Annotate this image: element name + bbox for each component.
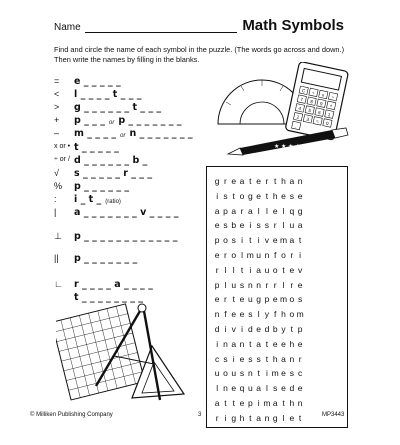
grid-letter[interactable]: e: [297, 190, 303, 201]
grid-letter[interactable]: e: [281, 368, 286, 379]
grid-letter[interactable]: t: [232, 190, 235, 201]
grid-letter[interactable]: i: [224, 324, 227, 334]
grid-letter[interactable]: t: [274, 176, 277, 186]
or-word: or: [120, 133, 126, 139]
grid-letter[interactable]: e: [289, 264, 295, 275]
calculator-key-label: =: [315, 118, 320, 125]
grid-letter[interactable]: t: [298, 412, 302, 423]
grid-letter[interactable]: s: [289, 190, 294, 201]
grid-letter[interactable]: m: [296, 309, 304, 320]
grid-letter[interactable]: e: [297, 383, 303, 394]
grid-letter[interactable]: u: [247, 383, 253, 394]
grid-row: [213, 353, 304, 365]
grid-letter[interactable]: a: [247, 205, 253, 216]
symbol: ⊥: [54, 231, 62, 241]
row-divide: [54, 152, 147, 166]
grid-letter[interactable]: r: [265, 279, 269, 290]
grid-letter[interactable]: s: [239, 368, 245, 379]
grid-letter[interactable]: s: [256, 353, 261, 364]
grid-letter[interactable]: e: [239, 309, 245, 320]
answer-blank-alt: t _ _ _ _ _ _ _ _: [74, 292, 144, 303]
answer-blank: p _ _ _ _ _ _ _ _ _ _ _ _: [74, 231, 178, 242]
grid-letter[interactable]: n: [297, 176, 303, 186]
graph-paper: [56, 304, 145, 400]
grid-letter[interactable]: n: [264, 250, 270, 260]
calculator-key-label: 6: [317, 109, 322, 116]
grid-letter[interactable]: r: [224, 176, 227, 186]
grid-letter[interactable]: l: [282, 205, 285, 216]
grid-row: [213, 412, 304, 424]
grid-row: [213, 249, 304, 261]
answer-blank: t _ _ _ _ _: [74, 142, 119, 153]
grid-row: [213, 367, 304, 379]
name-label: Name: [54, 22, 81, 33]
grid-letter[interactable]: d: [214, 324, 220, 334]
grid-letter[interactable]: u: [247, 294, 253, 305]
grid-letter[interactable]: l: [265, 383, 268, 394]
grid-letter[interactable]: l: [282, 220, 285, 231]
grid-letter[interactable]: a: [297, 220, 303, 231]
grid-letter[interactable]: o: [289, 309, 295, 320]
copyright: © Milliken Publishing Company: [30, 412, 113, 418]
grid-letter[interactable]: e: [239, 294, 245, 305]
grid-letter[interactable]: m: [263, 398, 271, 408]
grid-letter[interactable]: e: [214, 220, 220, 231]
grid-row: [213, 190, 304, 202]
grid-letter[interactable]: i: [299, 250, 302, 260]
grid-letter[interactable]: e: [239, 398, 245, 408]
grid-letter[interactable]: e: [239, 353, 245, 364]
grid-letter[interactable]: g: [247, 190, 253, 201]
grid-letter[interactable]: h: [289, 338, 295, 349]
grid-letter[interactable]: r: [215, 264, 219, 275]
grid-letter[interactable]: t: [232, 294, 235, 305]
row-square-root: [54, 165, 152, 179]
grid-letter[interactable]: r: [265, 176, 269, 186]
grid-letter[interactable]: p: [214, 279, 220, 290]
grid-letter[interactable]: t: [265, 190, 269, 201]
grid-letter[interactable]: s: [223, 353, 228, 364]
grid-letter[interactable]: n: [239, 338, 245, 349]
symbol: ∟: [54, 279, 63, 289]
grid-letter[interactable]: n: [264, 412, 270, 423]
row-plus: [54, 112, 182, 126]
grid-letter[interactable]: h: [272, 190, 278, 201]
grid-row: [213, 205, 304, 217]
grid-letter[interactable]: r: [224, 294, 227, 305]
instructions: Find and circle the name of each symbol in the puzzle. (The words go across and down.) Then write the names by filling in the blanks.: [54, 45, 345, 64]
symbol: ÷ or /: [54, 156, 70, 163]
grid-letter[interactable]: y: [264, 309, 270, 320]
grid-letter[interactable]: e: [272, 338, 278, 349]
grid-letter[interactable]: e: [272, 294, 278, 305]
grid-letter[interactable]: h: [272, 353, 278, 364]
grid-row: [213, 175, 304, 187]
answer-blank: s _ _ _ _ _ r _ _ _: [74, 168, 153, 179]
calculator-key-label: 8: [309, 98, 314, 105]
grid-letter[interactable]: n: [223, 338, 228, 349]
grid-row: [213, 293, 304, 305]
grid-letter[interactable]: t: [249, 176, 252, 186]
grid-letter[interactable]: u: [289, 220, 295, 231]
calculator-key-label: C: [301, 88, 306, 94]
grid-letter[interactable]: h: [239, 412, 245, 423]
symbol: |: [54, 207, 57, 217]
grid-letter[interactable]: e: [281, 190, 286, 201]
grid-letter[interactable]: i: [216, 190, 219, 201]
grid-letter[interactable]: d: [264, 324, 270, 334]
grid-letter[interactable]: o: [239, 190, 245, 201]
grid-letter[interactable]: i: [249, 220, 252, 231]
grid-letter[interactable]: l: [216, 383, 219, 394]
grid-letter[interactable]: e: [214, 250, 220, 260]
calculator-key-label: 1: [327, 111, 331, 118]
row-times: [54, 139, 119, 153]
grid-letter[interactable]: e: [297, 279, 303, 290]
symbol: √: [54, 168, 59, 178]
grid-letter[interactable]: e: [231, 176, 237, 186]
grid-letter[interactable]: n: [256, 279, 261, 290]
grid-letter[interactable]: d: [289, 383, 295, 394]
grid-letter[interactable]: e: [272, 235, 278, 246]
grid-letter[interactable]: h: [281, 309, 286, 320]
grid-letter[interactable]: l: [265, 205, 268, 216]
grid-letter[interactable]: r: [224, 250, 227, 260]
grid-letter[interactable]: i: [232, 353, 235, 364]
grid-letter[interactable]: s: [273, 383, 278, 394]
grid-letter[interactable]: n: [297, 398, 303, 408]
answer-blank: d _ _ _ _ _ _ b _: [74, 155, 148, 166]
answer-blank: p _ _ _: [74, 115, 105, 126]
calculator-key-label: .: [294, 123, 298, 129]
grid-letter[interactable]: e: [256, 176, 261, 186]
grid-letter[interactable]: r: [290, 279, 294, 290]
grid-row: [213, 279, 304, 291]
or-word: or: [108, 120, 115, 126]
row-ratio: [54, 191, 121, 205]
grid-letter[interactable]: e: [289, 412, 295, 423]
grid-letter[interactable]: d: [247, 324, 253, 334]
row-equals: [54, 73, 121, 87]
grid-letter[interactable]: n: [289, 353, 295, 364]
answer-blank: l _ _ _ _ t _ _ _: [74, 89, 142, 100]
answer-blank: i _ t _: [74, 194, 102, 205]
grid-letter[interactable]: t: [224, 398, 227, 408]
grid-letter[interactable]: p: [297, 324, 303, 334]
grid-letter[interactable]: a: [256, 264, 261, 275]
grid-letter[interactable]: e: [281, 383, 286, 394]
svg-text:★ ★ ★ ★: ★ ★ ★ ★: [274, 144, 301, 150]
grid-letter[interactable]: i: [216, 338, 219, 349]
calculator-key-label: −: [331, 94, 335, 100]
grid-letter[interactable]: g: [272, 412, 278, 423]
grid-letter[interactable]: u: [256, 250, 261, 260]
name-field: [54, 22, 237, 33]
word-search-grid: [206, 166, 348, 428]
answer-blank: p _ _ _ _ _ _: [74, 181, 130, 192]
answer-blank-alt: n _ _ _ _ _ _ _: [129, 128, 193, 139]
grid-letter[interactable]: r: [215, 412, 219, 423]
symbol: –: [54, 128, 60, 138]
grid-letter[interactable]: l: [224, 264, 227, 275]
grid-letter[interactable]: u: [264, 264, 270, 275]
grid-letter[interactable]: t: [249, 412, 252, 423]
grid-letter[interactable]: a: [272, 398, 278, 408]
symbol: ||: [54, 253, 59, 263]
grid-letter[interactable]: o: [223, 368, 228, 379]
grid-letter[interactable]: p: [223, 205, 228, 216]
symbol: +: [54, 115, 60, 125]
grid-letter[interactable]: f: [224, 309, 227, 320]
grid-letter[interactable]: n: [223, 383, 228, 394]
ratio-note: (ratio): [105, 199, 121, 205]
grid-letter[interactable]: i: [257, 235, 260, 246]
grid-letter[interactable]: l: [257, 309, 260, 320]
calculator-protractor-pencil-illustration: [214, 62, 354, 162]
grid-letter[interactable]: e: [231, 309, 237, 320]
answer-blank: g _ _ _ _ _ _ t _ _ _: [74, 102, 162, 113]
grid-letter[interactable]: i: [224, 412, 227, 423]
grid-letter[interactable]: l: [224, 279, 227, 290]
grid-letter[interactable]: g: [214, 176, 220, 186]
grid-letter[interactable]: e: [281, 338, 286, 349]
grid-letter[interactable]: y: [281, 324, 286, 334]
grid-letter[interactable]: s: [223, 190, 228, 201]
grid-letter[interactable]: m: [271, 368, 279, 379]
grid-letter[interactable]: t: [265, 338, 269, 349]
grid-row: [213, 234, 304, 246]
calculator-key-label: 4: [298, 105, 302, 112]
grid-letter[interactable]: f: [274, 309, 277, 320]
grid-letter[interactable]: s: [223, 220, 228, 231]
grid-letter[interactable]: b: [272, 324, 278, 334]
grid-letter[interactable]: p: [247, 398, 253, 408]
grid-letter[interactable]: o: [231, 250, 237, 260]
grid-letter[interactable]: l: [232, 264, 235, 275]
calculator-key-label: +: [329, 103, 333, 109]
grid-letter[interactable]: l: [282, 412, 285, 423]
grid-letter[interactable]: b: [231, 220, 237, 231]
page-title: Math Symbols: [242, 17, 344, 34]
grid-letter[interactable]: m: [246, 250, 254, 260]
grid-letter[interactable]: g: [297, 205, 303, 216]
grid-letter[interactable]: t: [298, 235, 302, 246]
grid-letter[interactable]: u: [214, 368, 220, 379]
grid-letter[interactable]: m: [279, 294, 288, 305]
grid-letter[interactable]: r: [298, 353, 302, 364]
grid-letter[interactable]: e: [297, 338, 303, 349]
grid-letter[interactable]: o: [223, 235, 228, 246]
grid-letter[interactable]: a: [289, 235, 295, 246]
grid-letter[interactable]: g: [256, 294, 261, 305]
row-right-angle: [54, 276, 153, 290]
answer-blank: p _ _ _ _ _ _ _: [74, 253, 138, 264]
grid-letter[interactable]: t: [232, 398, 235, 408]
grid-letter[interactable]: s: [256, 220, 261, 231]
product-code: MP3443: [322, 412, 345, 418]
grid-letter[interactable]: e: [231, 383, 237, 394]
calculator-key-label: x: [321, 92, 325, 98]
grid-letter[interactable]: t: [282, 264, 285, 275]
grid-letter[interactable]: s: [231, 235, 236, 246]
grid-letter[interactable]: a: [281, 353, 286, 364]
grid-letter[interactable]: s: [264, 220, 270, 231]
calculator-key-label: ÷: [311, 90, 316, 96]
grid-letter[interactable]: e: [256, 190, 261, 201]
grid-letter[interactable]: c: [215, 353, 220, 364]
grid-letter[interactable]: i: [241, 235, 243, 246]
symbol: %: [54, 181, 63, 191]
grid-letter[interactable]: v: [297, 264, 303, 275]
grid-letter[interactable]: l: [282, 279, 285, 290]
grid-letter[interactable]: t: [249, 235, 252, 246]
grid-letter[interactable]: e: [256, 324, 261, 334]
grid-letter[interactable]: e: [272, 205, 278, 216]
grid-letter[interactable]: o: [281, 250, 286, 260]
grid-letter[interactable]: t: [265, 353, 269, 364]
grid-letter[interactable]: n: [214, 309, 220, 320]
grid-letter[interactable]: t: [240, 264, 244, 275]
grid-letter[interactable]: g: [231, 412, 237, 423]
grid-letter[interactable]: n: [247, 368, 253, 379]
grid-letter[interactable]: i: [257, 398, 260, 408]
grid-letter[interactable]: i: [241, 324, 243, 334]
grid-letter[interactable]: a: [256, 338, 261, 349]
calculator-key-label: 0: [325, 120, 330, 127]
grid-letter[interactable]: r: [273, 220, 277, 231]
grid-letter[interactable]: q: [239, 383, 245, 394]
grid-letter[interactable]: s: [297, 294, 303, 305]
grid-letter[interactable]: r: [290, 250, 294, 260]
grid-letter[interactable]: q: [289, 205, 295, 216]
grid-letter[interactable]: t: [249, 338, 252, 349]
grid-letter[interactable]: s: [239, 279, 245, 290]
answer-blank: r _ _ _ _ a _ _ _ _: [74, 279, 153, 290]
grid-letter[interactable]: h: [289, 398, 295, 408]
grid-letter[interactable]: h: [281, 176, 286, 186]
grid-letter[interactable]: t: [257, 368, 260, 379]
grid-letter[interactable]: n: [247, 279, 253, 290]
compass-triangle-illustration: [56, 290, 196, 410]
pencil: [228, 128, 348, 155]
grid-row: [213, 264, 304, 276]
grid-letter[interactable]: m: [279, 235, 288, 246]
symbol: x or •: [54, 143, 71, 150]
grid-letter[interactable]: a: [214, 205, 220, 216]
row-absolute-value: [54, 204, 179, 218]
grid-letter[interactable]: o: [272, 264, 278, 275]
grid-letter[interactable]: a: [231, 205, 237, 216]
grid-row: [213, 397, 304, 409]
grid-letter[interactable]: a: [289, 176, 295, 186]
grid-letter[interactable]: f: [274, 250, 277, 260]
row-parallel: [54, 250, 137, 264]
grid-letter[interactable]: s: [248, 309, 253, 320]
calculator-key-label: 3: [306, 116, 310, 123]
grid-letter[interactable]: u: [231, 368, 237, 379]
grid-letter[interactable]: l: [241, 250, 243, 260]
symbol: >: [54, 102, 60, 112]
grid-row: [213, 382, 304, 394]
grid-letter[interactable]: p: [264, 294, 270, 305]
row-percent: [54, 178, 129, 192]
grid-letter[interactable]: r: [240, 205, 244, 216]
grid-letter[interactable]: c: [297, 368, 303, 379]
symbol: =: [54, 76, 60, 86]
grid-letter[interactable]: v: [231, 324, 236, 334]
symbol: <: [54, 89, 60, 99]
grid-letter[interactable]: i: [249, 264, 252, 275]
grid-letter[interactable]: e: [239, 220, 245, 231]
grid-letter[interactable]: a: [231, 338, 237, 349]
grid-row: [213, 219, 304, 231]
grid-letter[interactable]: s: [248, 353, 253, 364]
grid-letter[interactable]: v: [264, 235, 270, 246]
grid-letter[interactable]: p: [214, 235, 220, 246]
name-line: [85, 23, 237, 33]
symbol: :: [54, 194, 57, 204]
grid-letter[interactable]: a: [239, 176, 245, 186]
row-minus: [54, 125, 193, 139]
calculator-key-label: 5: [307, 107, 312, 114]
answer-blank-alt: p _ _ _ _ _ _ _: [118, 115, 182, 126]
answer-blank: m _ _ _ _: [74, 128, 117, 139]
answer-blank: e _ _ _ _ _: [74, 76, 121, 87]
grid-letter[interactable]: a: [256, 412, 261, 423]
row-perpendicular: [54, 228, 178, 242]
calculator: [285, 62, 348, 140]
grid-letter[interactable]: t: [282, 398, 285, 408]
grid-row: [213, 308, 304, 320]
calculator-key-label: 7: [299, 96, 304, 103]
grid-letter[interactable]: o: [289, 294, 295, 305]
page-number: 3: [198, 412, 202, 418]
grid-letter[interactable]: e: [214, 294, 220, 305]
grid-letter[interactable]: u: [231, 279, 237, 290]
grid-row: [213, 338, 304, 350]
calculator-key-label: 2: [296, 114, 300, 120]
grid-letter[interactable]: r: [273, 279, 277, 290]
row-less-than: [54, 86, 142, 100]
grid-letter[interactable]: t: [290, 324, 293, 334]
grid-letter[interactable]: l: [257, 205, 260, 216]
grid-row: [213, 323, 304, 335]
grid-letter[interactable]: s: [289, 368, 294, 379]
row-greater-than: [54, 99, 161, 113]
answer-blank: a _ _ _ _ _ _ _ v _ _ _ _: [74, 207, 179, 218]
grid-letter[interactable]: a: [214, 398, 220, 408]
calculator-key-label: 9: [319, 101, 324, 107]
grid-letter[interactable]: i: [265, 368, 268, 379]
grid-letter[interactable]: a: [256, 383, 261, 394]
